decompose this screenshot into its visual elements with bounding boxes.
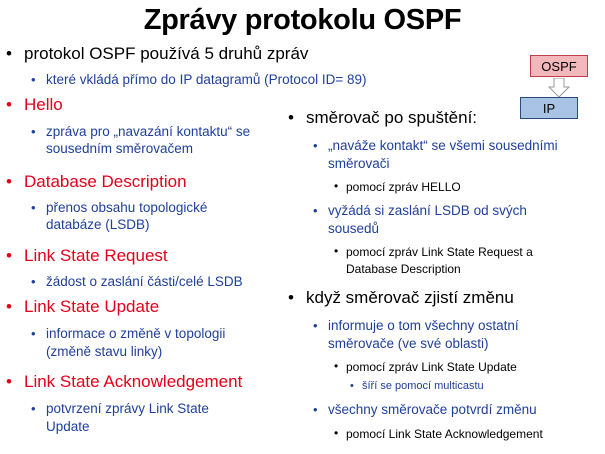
bullet-text: Link State Acknowledgement	[24, 372, 243, 391]
bullet-text: databáze (LSDB)	[46, 217, 150, 232]
slide-title: Zprávy protokolu OSPF	[143, 4, 462, 36]
bullet-text: směrovače (ve své oblasti)	[328, 336, 489, 351]
bullet-icon: •	[31, 200, 36, 215]
bullet-icon: •	[288, 108, 294, 127]
bullet-icon: •	[350, 380, 354, 392]
bullet-text: informace o změně v topologii	[46, 326, 226, 341]
ip-layer-label: IP	[542, 100, 556, 116]
message-type-link-state-update	[6, 297, 160, 317]
bullet-text: vyžádá si zaslání LSDB od svých	[328, 203, 527, 218]
sub-bullet-continuation	[328, 221, 379, 237]
bullet-icon: •	[313, 402, 318, 417]
message-type-hello	[6, 95, 63, 115]
bullet-text: které vkládá přímo do IP datagramů (Protocol ID= 89)	[46, 72, 367, 87]
bullet-text: Update	[46, 419, 90, 434]
bullet-icon: •	[31, 72, 36, 87]
ospf-layer-box	[530, 55, 588, 77]
bullet-icon: •	[31, 124, 36, 139]
bullet-text: potvrzení zprávy Link State	[46, 401, 209, 416]
bullet-icon: •	[6, 297, 12, 316]
bullet-icon: •	[31, 274, 36, 289]
sub-bullet-continuation	[46, 419, 90, 435]
bullet-text: Link State Update	[24, 297, 160, 316]
sub-bullet-item	[31, 274, 243, 290]
bullet-text: všechny směrovače potvrdí změnu	[328, 402, 537, 417]
bullet-text: pomocí Link State Acknowledgement	[346, 427, 543, 441]
bullet-icon: •	[31, 326, 36, 341]
bullet-icon: •	[313, 318, 318, 333]
sub-bullet-item	[313, 203, 527, 219]
sub-sub-bullet-item	[334, 426, 543, 441]
bullet-icon: •	[334, 359, 339, 373]
bullet-text: sousedů	[328, 221, 380, 236]
sub-bullet-item	[31, 200, 208, 216]
sub-bullet-continuation	[46, 141, 193, 157]
bullet-text: přenos obsahu topologické	[46, 200, 208, 215]
message-type-link-state-acknowledgement	[6, 372, 243, 392]
down-arrow-icon	[548, 78, 570, 98]
bullet-text: zpráva pro „navazání kontaktu“ se	[46, 124, 251, 139]
sub-bullet-item	[313, 138, 558, 154]
bullet-text: Hello	[24, 95, 63, 114]
sub-sub-bullet-item	[334, 179, 461, 194]
sub-bullet-item	[31, 401, 209, 417]
sub-bullet-item	[31, 326, 226, 342]
sub-bullet-item	[313, 402, 537, 418]
bullet-item	[288, 108, 478, 128]
bullet-text: pomocí zpráv Link State Request a	[346, 245, 533, 259]
sub-sub-bullet-item	[334, 244, 533, 259]
message-type-link-state-request	[6, 246, 168, 266]
sub-bullet-continuation	[46, 344, 162, 360]
ip-layer-box	[520, 97, 578, 119]
bullet-icon: •	[6, 246, 12, 265]
bullet-icon: •	[31, 401, 36, 416]
bullet-text: směrovači	[328, 156, 390, 171]
bullet-item	[6, 44, 309, 64]
bullet-text: pomocí zpráv Link State Update	[346, 360, 517, 374]
sub-bullet-continuation	[328, 156, 390, 172]
bullet-icon: •	[6, 372, 12, 391]
bullet-icon: •	[288, 288, 294, 307]
bullet-icon: •	[6, 172, 12, 191]
bullet-text: Database Description	[346, 262, 461, 276]
bullet-icon: •	[334, 179, 339, 193]
bullet-text: když směrovač zjistí změnu	[306, 288, 514, 307]
bullet-icon: •	[313, 138, 318, 153]
bullet-text: šíří se pomocí multicastu	[362, 380, 484, 392]
message-type-database-description	[6, 172, 187, 192]
sub-sub-bullet-item	[334, 359, 517, 374]
bullet-text: informuje o tom všechny ostatní	[328, 318, 519, 333]
bullet-text: Link State Request	[24, 246, 168, 265]
sub-bullet-item	[313, 318, 519, 334]
level4-bullet-item	[350, 380, 484, 393]
bullet-icon: •	[334, 244, 339, 258]
bullet-text: žádost o zaslání části/celé LSDB	[46, 274, 243, 289]
ospf-layer-label: OSPF	[541, 58, 577, 74]
sub-bullet-continuation	[46, 217, 150, 233]
bullet-text: směrovač po spuštění:	[306, 108, 478, 127]
bullet-text: „naváže kontakt“ se všemi sousedními	[328, 138, 558, 153]
bullet-item	[288, 288, 514, 308]
bullet-icon: •	[313, 203, 318, 218]
bullet-icon: •	[6, 95, 12, 114]
bullet-text: protokol OSPF používá 5 druhů zpráv	[24, 44, 309, 63]
bullet-text: Database Description	[24, 172, 187, 191]
bullet-icon: •	[334, 426, 339, 440]
bullet-text: pomocí zpráv HELLO	[346, 180, 461, 194]
bullet-icon: •	[6, 44, 12, 63]
sub-bullet-continuation	[328, 336, 489, 352]
bullet-text: sousedním směrovačem	[46, 141, 194, 156]
sub-bullet-item	[31, 72, 367, 88]
bullet-text: (změně stavu linky)	[46, 344, 163, 359]
sub-bullet-item	[31, 124, 251, 140]
sub-sub-bullet-continuation	[346, 262, 461, 276]
